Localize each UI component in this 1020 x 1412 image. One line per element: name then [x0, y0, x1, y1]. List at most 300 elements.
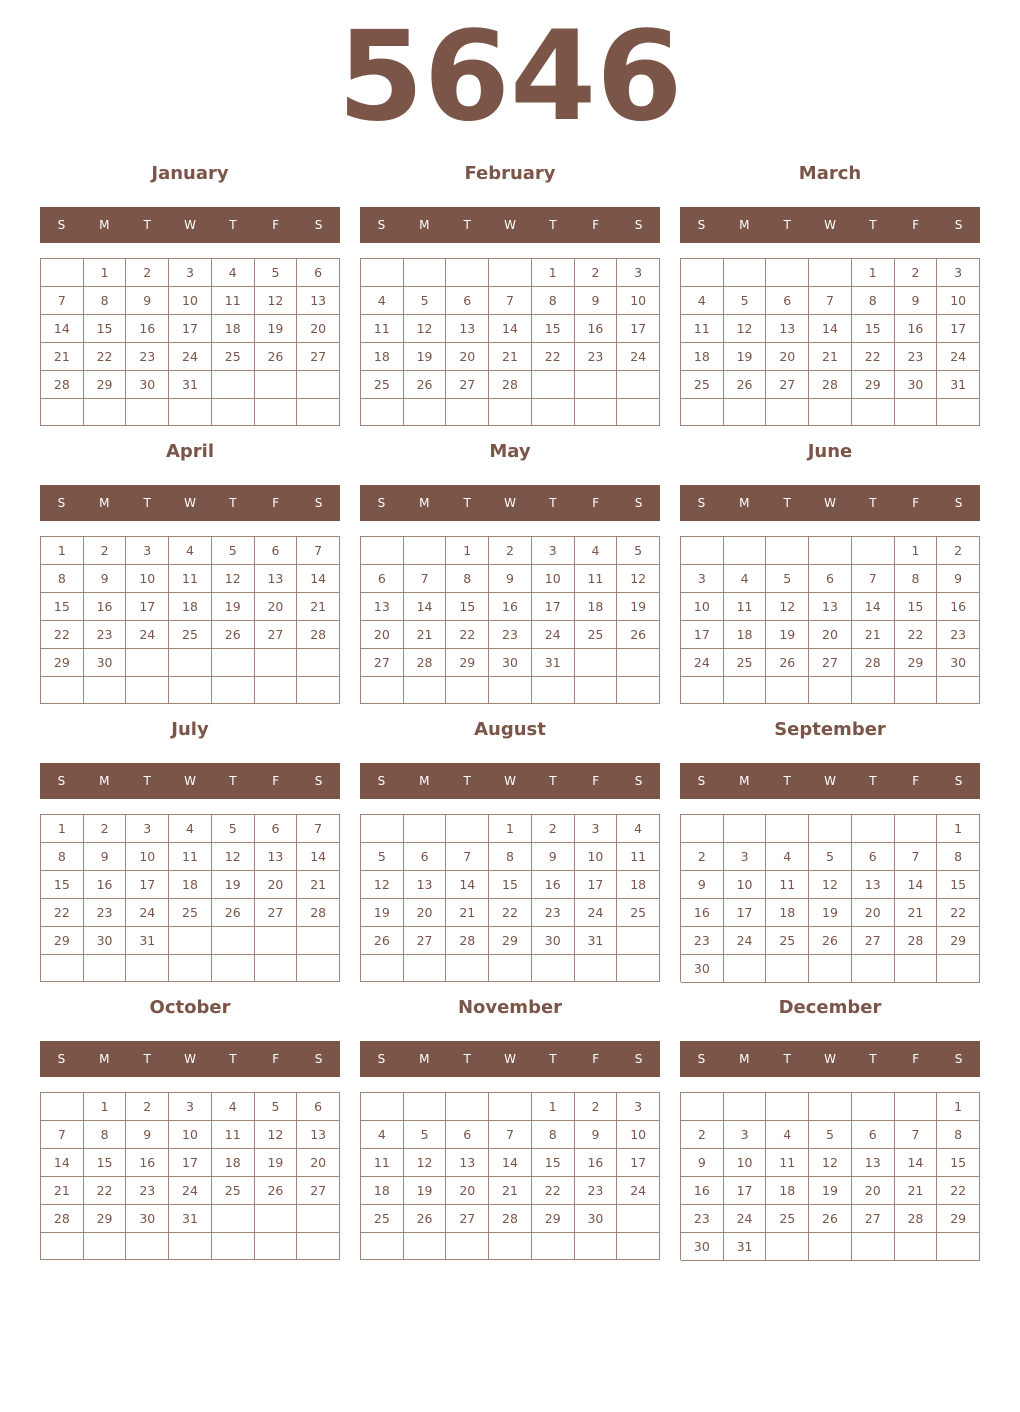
- day-cell: 25: [212, 343, 255, 371]
- day-cell: 16: [126, 315, 169, 343]
- day-cell: 15: [532, 1149, 575, 1177]
- day-cell: 4: [617, 815, 660, 843]
- weekday-label: W: [184, 218, 196, 232]
- empty-day-cell: [84, 677, 127, 704]
- empty-day-cell: [41, 259, 84, 287]
- day-cell: 30: [489, 649, 532, 677]
- day-cell: 15: [852, 315, 895, 343]
- day-cell: 22: [489, 899, 532, 927]
- day-cell: 31: [937, 371, 980, 399]
- weekday-label: T: [783, 774, 791, 788]
- weekday-label: S: [314, 774, 323, 788]
- day-cell: 19: [766, 621, 809, 649]
- weekday-label: T: [229, 496, 237, 510]
- day-cell: 15: [84, 1149, 127, 1177]
- day-cell: 7: [852, 565, 895, 593]
- empty-day-cell: [575, 955, 618, 982]
- day-cell: 6: [852, 1121, 895, 1149]
- day-cell: 19: [212, 593, 255, 621]
- day-cell: 9: [681, 1149, 724, 1177]
- day-cell: 24: [126, 899, 169, 927]
- day-cell: 10: [617, 287, 660, 315]
- day-cell: 27: [766, 371, 809, 399]
- weekday-label: W: [184, 496, 196, 510]
- day-cell: 26: [724, 371, 767, 399]
- empty-day-cell: [766, 677, 809, 704]
- empty-day-cell: [532, 955, 575, 982]
- day-cell: 28: [809, 371, 852, 399]
- weekday-label: W: [504, 218, 516, 232]
- day-cell: 22: [937, 899, 980, 927]
- empty-day-cell: [126, 955, 169, 982]
- empty-day-cell: [852, 1093, 895, 1121]
- day-cell: 6: [446, 1121, 489, 1149]
- day-cell: 10: [126, 843, 169, 871]
- weekday-label: S: [954, 496, 963, 510]
- day-cell: 22: [852, 343, 895, 371]
- empty-day-cell: [617, 955, 660, 982]
- day-cell: 2: [681, 1121, 724, 1149]
- weekday-label: M: [739, 774, 750, 788]
- day-cell: 1: [84, 259, 127, 287]
- day-cell: 9: [575, 287, 618, 315]
- weekday-header: [680, 1041, 980, 1077]
- empty-day-cell: [297, 927, 340, 955]
- empty-day-cell: [169, 399, 212, 426]
- day-cell: 14: [297, 843, 340, 871]
- day-cell: 24: [724, 1205, 767, 1233]
- weekday-label: S: [57, 774, 66, 788]
- day-cell: 6: [446, 287, 489, 315]
- empty-day-cell: [681, 399, 724, 426]
- day-cell: 10: [617, 1121, 660, 1149]
- day-cell: 5: [212, 815, 255, 843]
- day-cell: 1: [41, 815, 84, 843]
- day-cell: 26: [404, 1205, 447, 1233]
- weekday-label: W: [824, 496, 836, 510]
- day-cell: 10: [681, 593, 724, 621]
- weekday-label: T: [549, 218, 557, 232]
- empty-day-cell: [724, 955, 767, 983]
- day-cell: 2: [895, 259, 938, 287]
- weekday-header: [680, 207, 980, 243]
- day-cell: 7: [895, 1121, 938, 1149]
- empty-day-cell: [852, 815, 895, 843]
- day-cell: 11: [212, 1121, 255, 1149]
- day-cell: 9: [575, 1121, 618, 1149]
- weekday-label: T: [783, 1052, 791, 1066]
- day-cell: 25: [681, 371, 724, 399]
- day-cell: 23: [84, 899, 127, 927]
- empty-day-cell: [809, 1093, 852, 1121]
- day-cell: 28: [41, 1205, 84, 1233]
- day-cell: 11: [361, 1149, 404, 1177]
- day-cell: 27: [361, 649, 404, 677]
- day-cell: 14: [41, 1149, 84, 1177]
- weekday-label: S: [634, 218, 643, 232]
- weekday-label: S: [634, 774, 643, 788]
- day-cell: 26: [809, 1205, 852, 1233]
- weekday-header: [360, 485, 660, 521]
- day-cell: 11: [766, 1149, 809, 1177]
- day-cell: 24: [681, 649, 724, 677]
- day-cell: 24: [169, 1177, 212, 1205]
- empty-day-cell: [766, 1233, 809, 1261]
- day-cell: 2: [575, 1093, 618, 1121]
- day-cell: 13: [766, 315, 809, 343]
- day-cell: 11: [361, 315, 404, 343]
- month-name: October: [149, 997, 231, 1018]
- day-cell: 18: [169, 593, 212, 621]
- day-cell: 7: [489, 287, 532, 315]
- weekday-label: F: [912, 774, 920, 788]
- empty-day-cell: [84, 1233, 127, 1260]
- weekday-label: S: [697, 496, 706, 510]
- day-cell: 13: [852, 871, 895, 899]
- empty-day-cell: [724, 1093, 767, 1121]
- day-cell: 23: [84, 621, 127, 649]
- day-cell: 30: [681, 1233, 724, 1261]
- day-cell: 29: [937, 1205, 980, 1233]
- month-name: November: [457, 997, 563, 1018]
- day-cell: 13: [297, 287, 340, 315]
- empty-day-cell: [766, 815, 809, 843]
- empty-day-cell: [809, 259, 852, 287]
- month-name: June: [807, 441, 853, 462]
- day-cell: 2: [532, 815, 575, 843]
- day-cell: 31: [724, 1233, 767, 1261]
- day-cell: 20: [297, 315, 340, 343]
- day-cell: 11: [169, 843, 212, 871]
- empty-day-cell: [852, 955, 895, 983]
- empty-day-cell: [297, 399, 340, 426]
- empty-day-cell: [212, 955, 255, 982]
- day-cell: 29: [446, 649, 489, 677]
- day-cell: 28: [489, 1205, 532, 1233]
- day-cell: 13: [255, 843, 298, 871]
- day-cell: 28: [895, 1205, 938, 1233]
- day-cell: 23: [126, 1177, 169, 1205]
- day-cell: 8: [937, 843, 980, 871]
- day-cell: 21: [297, 593, 340, 621]
- day-cell: 29: [895, 649, 938, 677]
- day-cell: 10: [169, 1121, 212, 1149]
- empty-day-cell: [809, 399, 852, 426]
- day-cell: 30: [532, 927, 575, 955]
- day-cell: 19: [617, 593, 660, 621]
- empty-day-cell: [681, 259, 724, 287]
- weekday-label: T: [463, 1052, 471, 1066]
- weekday-header: [40, 485, 340, 521]
- empty-day-cell: [895, 399, 938, 426]
- day-cell: 28: [41, 371, 84, 399]
- weekday-label: F: [272, 218, 280, 232]
- day-cell: 12: [724, 315, 767, 343]
- day-cell: 15: [446, 593, 489, 621]
- weekday-header: [40, 207, 340, 243]
- day-cell: 1: [532, 259, 575, 287]
- day-cell: 18: [617, 871, 660, 899]
- day-cell: 26: [255, 343, 298, 371]
- day-cell: 4: [681, 287, 724, 315]
- day-cell: 12: [766, 593, 809, 621]
- day-cell: 14: [489, 315, 532, 343]
- day-cell: 31: [126, 927, 169, 955]
- weekday-label: T: [549, 496, 557, 510]
- day-cell: 19: [809, 1177, 852, 1205]
- empty-day-cell: [681, 677, 724, 704]
- day-cell: 4: [724, 565, 767, 593]
- empty-day-cell: [169, 1233, 212, 1260]
- day-cell: 19: [255, 315, 298, 343]
- weekday-label: F: [592, 496, 600, 510]
- weekday-label: M: [99, 218, 110, 232]
- day-cell: 17: [937, 315, 980, 343]
- day-cell: 23: [895, 343, 938, 371]
- empty-day-cell: [766, 955, 809, 983]
- day-cell: 4: [766, 843, 809, 871]
- weekday-label: T: [143, 218, 151, 232]
- weekday-header: [360, 763, 660, 799]
- empty-day-cell: [532, 1233, 575, 1260]
- day-cell: 18: [169, 871, 212, 899]
- day-cell: 12: [809, 1149, 852, 1177]
- empty-day-cell: [852, 537, 895, 565]
- day-cell: 9: [84, 565, 127, 593]
- day-cell: 22: [446, 621, 489, 649]
- weekday-label: T: [229, 218, 237, 232]
- day-cell: 30: [84, 649, 127, 677]
- day-cell: 8: [489, 843, 532, 871]
- weekday-label: M: [419, 1052, 430, 1066]
- day-cell: 11: [766, 871, 809, 899]
- empty-day-cell: [766, 537, 809, 565]
- day-cell: 8: [446, 565, 489, 593]
- weekday-label: M: [419, 218, 430, 232]
- day-cell: 31: [532, 649, 575, 677]
- empty-day-cell: [212, 1233, 255, 1260]
- day-cell: 17: [617, 315, 660, 343]
- empty-day-cell: [532, 677, 575, 704]
- weekday-label: S: [377, 218, 386, 232]
- day-cell: 5: [617, 537, 660, 565]
- day-cell: 3: [681, 565, 724, 593]
- empty-day-cell: [575, 677, 618, 704]
- day-cell: 21: [809, 343, 852, 371]
- day-cell: 17: [126, 871, 169, 899]
- day-cell: 12: [212, 565, 255, 593]
- day-cell: 18: [361, 1177, 404, 1205]
- day-cell: 8: [532, 1121, 575, 1149]
- day-cell: 27: [297, 1177, 340, 1205]
- day-cell: 21: [895, 899, 938, 927]
- day-cell: 24: [126, 621, 169, 649]
- day-cell: 16: [532, 871, 575, 899]
- weekday-label: F: [912, 1052, 920, 1066]
- day-cell: 8: [84, 287, 127, 315]
- day-cell: 21: [41, 1177, 84, 1205]
- day-cell: 29: [937, 927, 980, 955]
- month-name: April: [165, 441, 215, 462]
- empty-day-cell: [41, 399, 84, 426]
- day-cell: 8: [41, 843, 84, 871]
- empty-day-cell: [297, 371, 340, 399]
- empty-day-cell: [724, 677, 767, 704]
- weekday-label: T: [229, 774, 237, 788]
- weekday-label: S: [697, 1052, 706, 1066]
- weekday-label: M: [739, 496, 750, 510]
- day-cell: 6: [852, 843, 895, 871]
- day-cell: 14: [489, 1149, 532, 1177]
- empty-day-cell: [766, 1093, 809, 1121]
- day-cell: 24: [575, 899, 618, 927]
- day-cell: 18: [766, 899, 809, 927]
- day-cell: 9: [126, 1121, 169, 1149]
- empty-day-cell: [446, 677, 489, 704]
- day-cell: 13: [297, 1121, 340, 1149]
- empty-day-cell: [126, 677, 169, 704]
- empty-day-cell: [681, 537, 724, 565]
- empty-day-cell: [895, 677, 938, 704]
- day-cell: 30: [84, 927, 127, 955]
- day-cell: 19: [404, 1177, 447, 1205]
- empty-day-cell: [489, 955, 532, 982]
- empty-day-cell: [212, 649, 255, 677]
- day-cell: 22: [937, 1177, 980, 1205]
- day-cell: 18: [575, 593, 618, 621]
- empty-day-cell: [212, 927, 255, 955]
- day-cell: 13: [809, 593, 852, 621]
- empty-day-cell: [361, 259, 404, 287]
- day-grid: [680, 536, 980, 704]
- day-cell: 26: [617, 621, 660, 649]
- day-cell: 11: [575, 565, 618, 593]
- day-cell: 2: [681, 843, 724, 871]
- day-cell: 18: [766, 1177, 809, 1205]
- empty-day-cell: [809, 537, 852, 565]
- weekday-label: S: [634, 496, 643, 510]
- day-cell: 6: [297, 1093, 340, 1121]
- weekday-label: T: [143, 496, 151, 510]
- day-cell: 27: [255, 621, 298, 649]
- day-cell: 3: [126, 815, 169, 843]
- empty-day-cell: [169, 927, 212, 955]
- empty-day-cell: [895, 815, 938, 843]
- day-cell: 3: [724, 843, 767, 871]
- day-cell: 30: [895, 371, 938, 399]
- day-cell: 8: [41, 565, 84, 593]
- weekday-label: W: [824, 774, 836, 788]
- day-cell: 5: [212, 537, 255, 565]
- empty-day-cell: [297, 1233, 340, 1260]
- day-cell: 25: [617, 899, 660, 927]
- empty-day-cell: [255, 1205, 298, 1233]
- day-cell: 9: [126, 287, 169, 315]
- day-cell: 12: [404, 1149, 447, 1177]
- empty-day-cell: [895, 955, 938, 983]
- day-cell: 15: [489, 871, 532, 899]
- day-cell: 3: [617, 1093, 660, 1121]
- day-cell: 23: [681, 927, 724, 955]
- day-cell: 15: [84, 315, 127, 343]
- day-cell: 8: [937, 1121, 980, 1149]
- day-cell: 14: [41, 315, 84, 343]
- empty-day-cell: [617, 927, 660, 955]
- day-cell: 10: [724, 871, 767, 899]
- weekday-label: F: [272, 774, 280, 788]
- day-grid: [360, 814, 660, 982]
- empty-day-cell: [489, 1233, 532, 1260]
- day-cell: 10: [169, 287, 212, 315]
- day-cell: 13: [361, 593, 404, 621]
- day-cell: 5: [255, 259, 298, 287]
- empty-day-cell: [404, 259, 447, 287]
- weekday-label: S: [314, 496, 323, 510]
- day-cell: 3: [575, 815, 618, 843]
- day-cell: 8: [84, 1121, 127, 1149]
- empty-day-cell: [489, 1093, 532, 1121]
- weekday-label: S: [697, 218, 706, 232]
- day-cell: 29: [489, 927, 532, 955]
- day-cell: 20: [766, 343, 809, 371]
- empty-day-cell: [169, 649, 212, 677]
- day-cell: 23: [681, 1205, 724, 1233]
- day-cell: 22: [84, 1177, 127, 1205]
- day-cell: 28: [895, 927, 938, 955]
- weekday-label: S: [377, 774, 386, 788]
- day-cell: 15: [895, 593, 938, 621]
- empty-day-cell: [681, 815, 724, 843]
- day-cell: 2: [126, 1093, 169, 1121]
- day-cell: 29: [84, 371, 127, 399]
- day-cell: 15: [532, 315, 575, 343]
- empty-day-cell: [255, 1233, 298, 1260]
- day-cell: 9: [895, 287, 938, 315]
- empty-day-cell: [404, 1233, 447, 1260]
- weekday-label: W: [504, 496, 516, 510]
- month-name: March: [798, 163, 862, 184]
- day-cell: 19: [212, 871, 255, 899]
- day-cell: 2: [575, 259, 618, 287]
- day-cell: 4: [575, 537, 618, 565]
- empty-day-cell: [361, 1093, 404, 1121]
- day-cell: 3: [532, 537, 575, 565]
- weekday-header: [680, 763, 980, 799]
- day-cell: 16: [575, 1149, 618, 1177]
- day-cell: 5: [809, 843, 852, 871]
- weekday-label: S: [314, 1052, 323, 1066]
- day-cell: 13: [404, 871, 447, 899]
- weekday-label: S: [314, 218, 323, 232]
- day-cell: 5: [809, 1121, 852, 1149]
- day-cell: 4: [361, 1121, 404, 1149]
- day-cell: 29: [84, 1205, 127, 1233]
- empty-day-cell: [255, 371, 298, 399]
- weekday-label: T: [229, 1052, 237, 1066]
- day-cell: 5: [404, 1121, 447, 1149]
- day-cell: 13: [446, 315, 489, 343]
- empty-day-cell: [895, 1233, 938, 1261]
- day-cell: 30: [681, 955, 724, 983]
- day-cell: 16: [895, 315, 938, 343]
- day-cell: 31: [169, 1205, 212, 1233]
- day-cell: 26: [404, 371, 447, 399]
- empty-day-cell: [212, 677, 255, 704]
- weekday-label: W: [504, 774, 516, 788]
- empty-day-cell: [617, 371, 660, 399]
- day-cell: 7: [446, 843, 489, 871]
- day-cell: 10: [126, 565, 169, 593]
